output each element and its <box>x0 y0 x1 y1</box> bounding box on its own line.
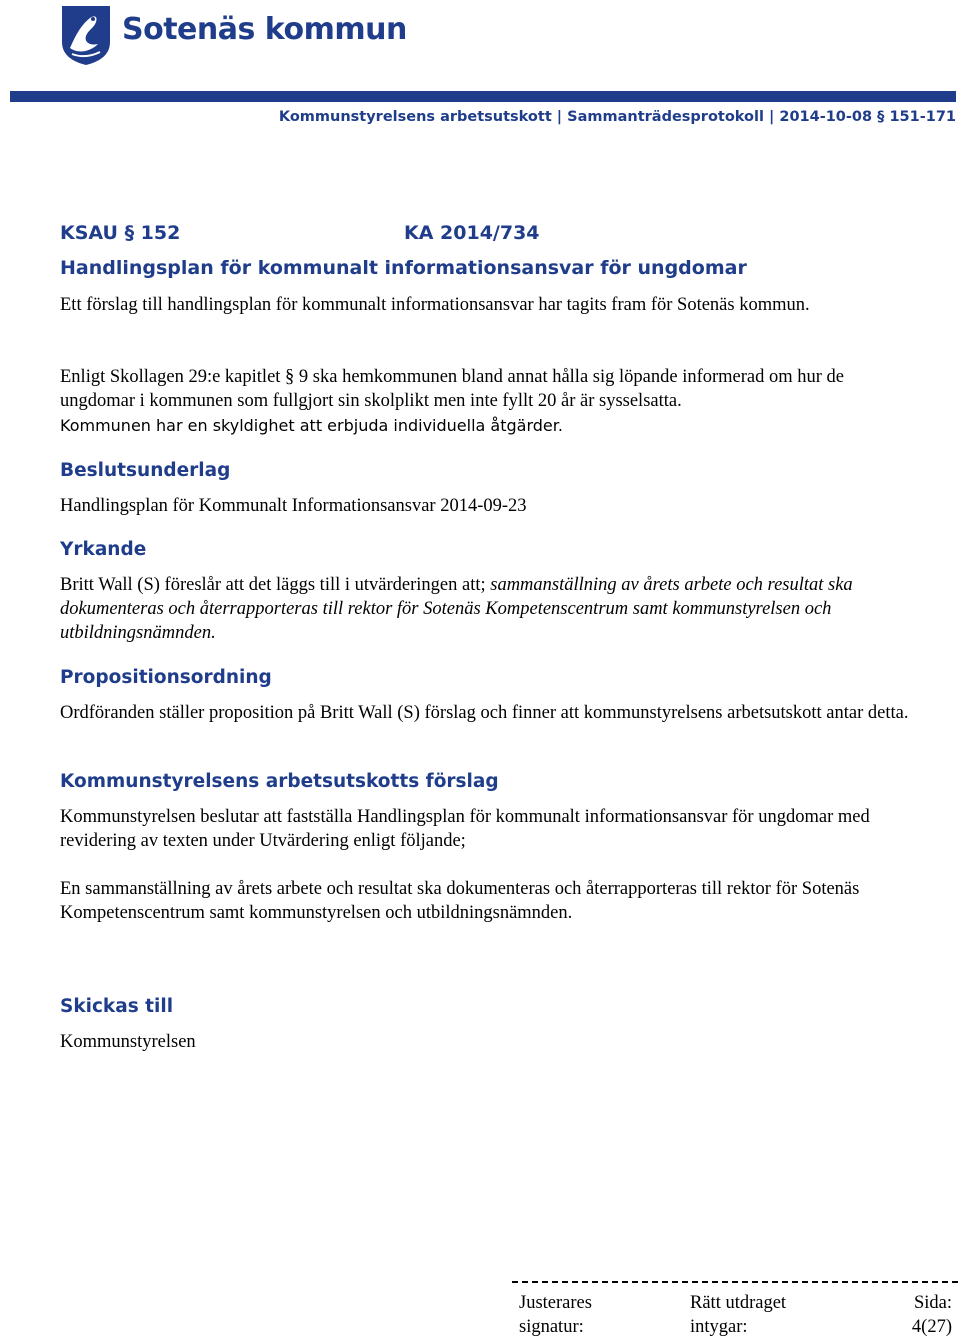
footer-page-number: 4(27) <box>911 1317 952 1337</box>
heading-propositionsordning: Propositionsordning <box>60 667 272 688</box>
ksau-number: KSAU § 152 <box>60 222 181 244</box>
footer-divider <box>512 1281 958 1283</box>
footer-intygar: intygar: <box>690 1317 748 1337</box>
municipality-crest-icon <box>60 4 112 66</box>
footer-justerares-label: Justerares <box>519 1293 592 1313</box>
ka-number: KA 2014/734 <box>404 222 540 244</box>
intro-paragraph-2: Enligt Skollagen 29:e kapitlet § 9 ska hemkommunen bland annat hålla sig löpande informerad om hur de ungdomar i kommunen som fullgjort sin skolplikt men inte fyllt 20 år är sysselsatta. <box>60 367 845 411</box>
forslag-paragraph-1: Kommunstyrelsen beslutar att fastställa Handlingsplan för kommunalt informationsansvar för ungdomar med revidering av texten under Utvärdering enligt följande; <box>60 807 870 851</box>
heading-skickas-till: Skickas till <box>60 996 174 1017</box>
footer-justerares <box>519 1291 592 1339</box>
intro-paragraph-1: Ett förslag till handlingsplan för kommunalt informationsansvar har tagits fram för Sotenäs kommun. <box>60 295 810 315</box>
beslutsunderlag-text: Handlingsplan för Kommunalt Informationsansvar 2014-09-23 <box>60 496 527 516</box>
footer-sida <box>912 1291 952 1339</box>
yrkande-text-italic: sammanställning av årets arbete och resultat ska dokumenteras och återrapporteras till rektor för Sotenäs Kompetenscentrum samt kommunstyrelsen och utbildningsnämnden. <box>60 575 853 643</box>
yrkande-text-plain: Britt Wall (S) föreslår att det läggs till i utvärderingen att; <box>60 575 491 595</box>
footer-ratt-utdraget <box>690 1291 786 1339</box>
footer-ratt-label: Rätt utdraget <box>690 1293 787 1313</box>
case-line <box>60 222 540 244</box>
document-title: Handlingsplan för kommunalt informationsansvar för ungdomar <box>60 257 747 279</box>
propositionsordning-text: Ordföranden ställer proposition på Britt Wall (S) förslag och finner att kommunstyrelsens arbetsutskott antar detta. <box>60 703 909 723</box>
skickas-till-text: Kommunstyrelsen <box>60 1032 196 1052</box>
heading-beslutsunderlag: Beslutsunderlag <box>60 460 231 481</box>
sotenas-logo <box>60 4 407 68</box>
footer-sida-label: Sida: <box>913 1293 952 1313</box>
header-bar <box>10 91 956 102</box>
footer-justerares-signatur: signatur: <box>519 1317 584 1337</box>
intro-paragraph-3: Kommunen har en skyldighet att erbjuda individuella åtgärder. <box>60 416 563 435</box>
heading-yrkande: Yrkande <box>60 539 147 560</box>
forslag-paragraph-2: En sammanställning av årets arbete och resultat ska dokumenteras och återrapporteras till rektor för Sotenäs Kompetenscentrum samt kommunstyrelsen och utbildningsnämnden. <box>60 879 860 923</box>
heading-forslag: Kommunstyrelsens arbetsutskotts förslag <box>60 771 499 792</box>
yrkande-text <box>60 573 910 645</box>
logo-text: Sotenäs kommun <box>122 12 407 47</box>
header-reference: Kommunstyrelsens arbetsutskott | Sammanträdesprotokoll | 2014-10-08 § 151-171 <box>278 109 956 125</box>
